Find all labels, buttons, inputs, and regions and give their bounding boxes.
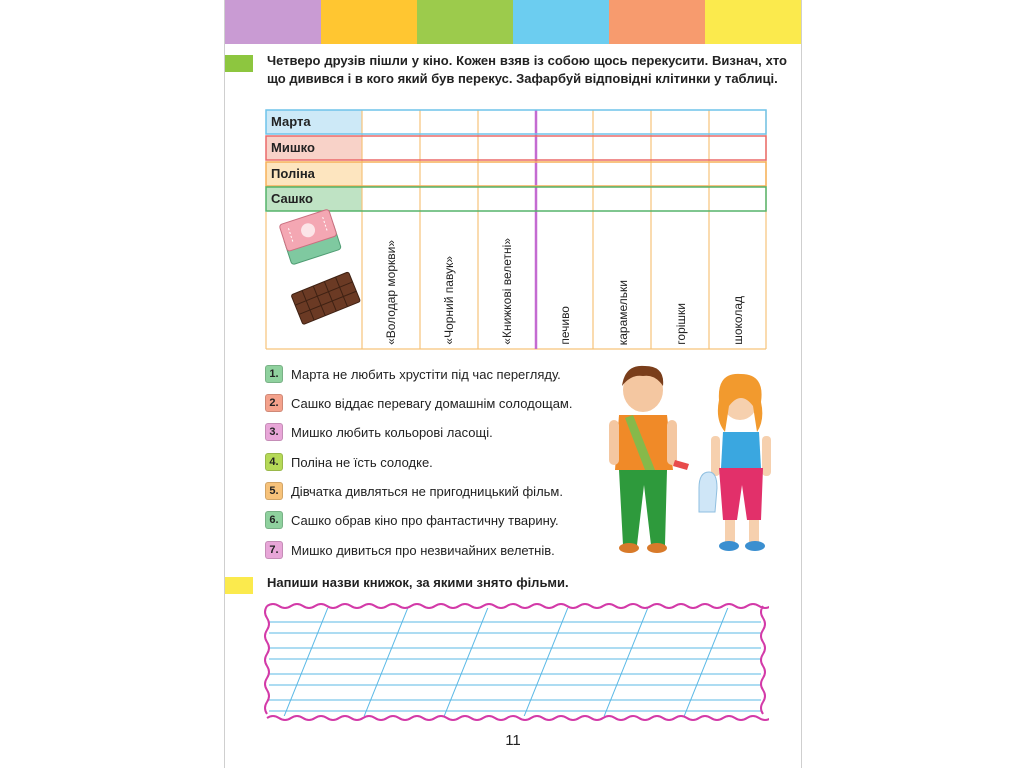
column-label: горішки [674,303,688,345]
color-segment [609,0,705,44]
clue-item [265,451,433,473]
header-color-bar [225,0,801,44]
color-segment [705,0,801,44]
clue-item [265,363,561,385]
column-label: «Володар моркви» [384,240,398,345]
ticket-icon [279,209,341,265]
logic-grid-table [265,109,767,350]
clue-number: 6. [265,511,283,529]
clue-item [265,421,493,443]
clue-number: 5. [265,482,283,500]
clue-text: Поліна не їсть солодке. [291,454,433,470]
task2-marker [225,577,253,594]
row-label-mishko: Мишко [271,140,315,155]
color-segment [513,0,609,44]
clue-item [265,480,563,502]
girl-illustration [699,374,771,551]
clue-text: Мишко дивиться про незвичайних велетнів. [291,542,555,558]
clue-number: 4. [265,453,283,471]
task2-instructions: Напиши назви книжок, за якими знято фільми. [267,575,569,590]
clue-text: Мишко любить кольорові ласощі. [291,424,493,440]
column-label: «Книжкові велетні» [500,238,514,345]
row-label-sashko: Сашко [271,191,313,206]
task1-instructions: Четверо друзів пішли у кіно. Кожен взяв із собою щось перекусити. Визнач, хто що дивився і в кого який був перекус. Зафарбуй відповідні клітинки у таблиці. [267,53,787,86]
clue-number: 7. [265,541,283,559]
children-illustration [595,360,795,565]
clue-item [265,509,559,531]
color-segment [417,0,513,44]
writing-area[interactable] [261,600,769,724]
clue-number: 2. [265,394,283,412]
chocolate-icon [291,272,360,325]
column-label: карамельки [616,279,630,345]
color-segment [321,0,417,44]
clue-text: Дівчатка дивляться не пригодницький фільм. [291,483,563,499]
workbook-page [224,0,802,768]
clue-item [265,392,572,414]
row-label-marta: Марта [271,114,311,129]
clue-item [265,539,555,561]
clue-text: Сашко обрав кіно про фантастичну тварину. [291,512,559,528]
clue-number: 1. [265,365,283,383]
column-label: шоколад [731,296,745,345]
clue-text: Марта не любить хрустіти під час перегляду. [291,366,561,382]
page-number: 11 [505,732,521,749]
row-label-polina: Поліна [271,166,315,181]
clue-number: 3. [265,423,283,441]
clue-text: Сашко віддає перевагу домашнім солодощам. [291,395,573,411]
task1-marker [225,55,253,72]
column-label: «Чорний павук» [442,256,456,345]
color-segment [225,0,321,44]
column-label: печиво [558,306,572,345]
boy-illustration [609,366,689,553]
